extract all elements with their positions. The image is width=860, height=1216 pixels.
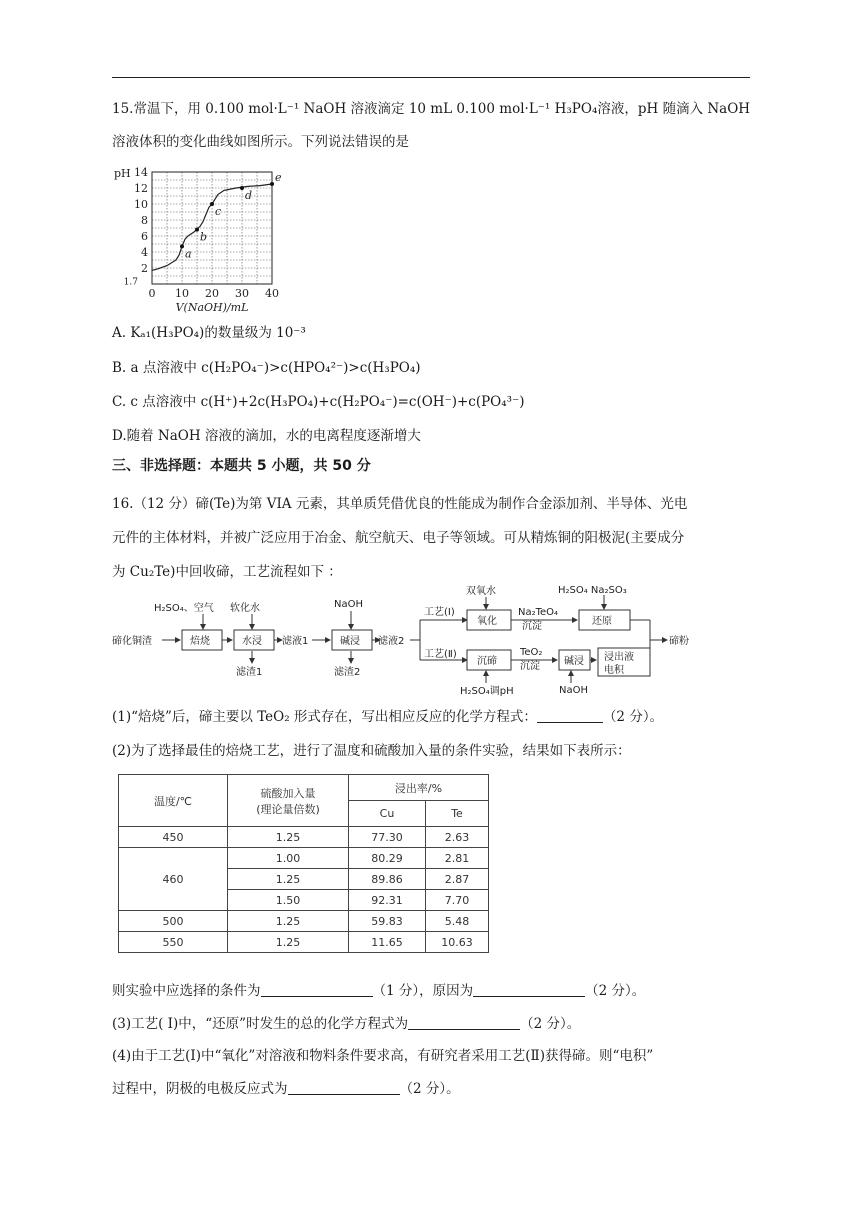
q16-part6-b: （2 分）。 <box>399 1081 460 1097</box>
flow-mid-1: 滤液1 <box>282 636 309 647</box>
flow-mid-2: 滤液2 <box>378 636 405 647</box>
answer-blank-5[interactable] <box>288 1080 400 1095</box>
y-tick-label: 12 <box>134 182 148 195</box>
q16-part1 <box>112 707 663 727</box>
curve-point-label: a <box>185 247 192 261</box>
cell-te: 2.87 <box>426 869 489 890</box>
flow-product-6b: 沉淀 <box>520 661 540 672</box>
curve-point-label: b <box>200 230 208 244</box>
y-tick-label: 4 <box>141 246 148 259</box>
cell-temp: 500 <box>119 911 228 932</box>
table-row <box>119 827 489 848</box>
table-row <box>119 911 489 932</box>
flow-route-1: 工艺(Ⅰ) <box>424 607 455 618</box>
q16-part3-c: （2 分）。 <box>585 983 646 999</box>
curve-point-d <box>240 186 244 190</box>
y-tick-label: 10 <box>134 198 148 211</box>
x-tick-label: 20 <box>205 287 219 300</box>
x-tick-label: 40 <box>265 287 279 300</box>
x-tick-label: 10 <box>175 287 189 300</box>
cell-cu: 77.30 <box>349 827 426 848</box>
x-tick-label: 0 <box>148 287 156 300</box>
y-tick-label: 8 <box>141 214 148 227</box>
flow-input-7: NaOH <box>559 685 588 696</box>
flow-input-3: NaOH <box>334 599 363 610</box>
curve-point-label: d <box>245 189 253 202</box>
flow-box-8b: 电积 <box>604 665 624 676</box>
th-temp: 温度/℃ <box>119 775 228 827</box>
flow-box-6: 沉碲 <box>477 656 497 667</box>
q16-part4-a: (3)工艺( Ⅰ)中，“还原”时发生的总的化学方程式为 <box>112 1016 409 1032</box>
curve-point-a <box>180 244 184 248</box>
cell-te: 10.63 <box>426 932 489 953</box>
q16-part3 <box>112 981 645 1001</box>
q16-part1-text: (1)“焙烧”后，碲主要以 TeO₂ 形式存在，写出相应反应的化学方程式： <box>112 709 537 725</box>
q15-option-d: D.随着 NaOH 溶液的滴加，水的电离程度逐渐增大 <box>112 428 421 444</box>
q16-part5: (4)由于工艺(Ⅰ)中“氧化”对溶液和物料条件要求高，有研究者采用工艺(Ⅱ)获得碲。则“电积” <box>112 1048 654 1064</box>
titration-chart <box>112 162 284 314</box>
cell-acid: 1.25 <box>228 932 349 953</box>
cell-cu: 80.29 <box>349 848 426 869</box>
flow-product-4a: Na₂TeO₄ <box>518 607 559 618</box>
flow-box-1: 焙烧 <box>190 636 210 647</box>
q16-intro-line1: 16.（12 分）碲(Te)为第 VIA 元素，其单质凭借优良的性能成为制作合金添加剂、半导体、光电 <box>112 496 688 512</box>
cell-acid: 1.25 <box>228 869 349 890</box>
q16-part6-a: 过程中，阴极的电极反应式为 <box>112 1081 288 1097</box>
flow-start: 碲化铜渣 <box>112 636 152 647</box>
flow-box-7: 碱浸 <box>564 656 584 667</box>
x-tick-label: 30 <box>235 287 249 300</box>
cell-te: 5.48 <box>426 911 489 932</box>
cell-acid: 1.25 <box>228 827 349 848</box>
q16-part4 <box>112 1014 580 1034</box>
x-axis-label: V(NaOH)/mL <box>175 301 249 314</box>
th-acid-line2: (理论量倍数) <box>256 802 320 816</box>
cell-cu: 92.31 <box>349 890 426 911</box>
curve-point-label: e <box>275 171 282 184</box>
flow-box-3: 碱浸 <box>340 636 360 647</box>
section-heading: 三、非选择题：本题共 5 小题，共 50 分 <box>112 458 371 474</box>
cell-te: 2.81 <box>426 848 489 869</box>
q16-part1-score: （2 分）。 <box>602 709 664 725</box>
cell-cu: 59.83 <box>349 911 426 932</box>
flow-end: 碲粉 <box>669 636 689 647</box>
curve-point-e <box>270 182 274 186</box>
q16-intro-line2: 元件的主体材料，并被广泛应用于冶金、航空航天、电子等领域。可从精炼铜的阳极泥(主要成分 <box>112 530 685 546</box>
flow-box-8a: 浸出液 <box>604 652 634 663</box>
cell-temp: 460 <box>119 848 228 911</box>
q16-part3-a: 则实验中应选择的条件为 <box>112 983 261 999</box>
answer-blank-1[interactable] <box>537 708 603 723</box>
cell-temp: 450 <box>119 827 228 848</box>
y-start-label: 1.7 <box>123 277 138 288</box>
flow-box-2: 水浸 <box>242 636 262 647</box>
q15-option-a: A. Kₐ₁(H₃PO₄)的数量级为 10⁻³ <box>112 325 306 341</box>
q15-option-c: C. c 点溶液中 c(H⁺)+2c(H₃PO₄)+c(H₂PO₄⁻)=c(OH⁻)+c(PO₄³⁻) <box>112 394 525 410</box>
flow-input-6: H₂SO₄调pH <box>460 686 514 697</box>
y-tick-label: 14 <box>134 166 148 179</box>
curve-point-label: c <box>215 205 222 218</box>
table-row <box>119 932 489 953</box>
curve-point-c <box>210 202 214 206</box>
cell-te: 2.63 <box>426 827 489 848</box>
table-row <box>119 848 489 869</box>
answer-blank-2[interactable] <box>261 982 373 997</box>
th-acid <box>228 775 349 827</box>
q16-intro-line3: 为 Cu₂Te)中回收碲，工艺流程如下 ： <box>112 564 342 580</box>
flow-box-5: 还原 <box>592 616 612 627</box>
cell-te: 7.70 <box>426 890 489 911</box>
q15-stem-line1: 15.常温下，用 0.100 mol·L⁻¹ NaOH 溶液滴定 10 mL 0.100 mol·L⁻¹ H₃PO₄溶液，pH 随滴入 NaOH <box>112 101 751 117</box>
flow-input-1: H₂SO₄、空气 <box>154 603 214 614</box>
th-acid-line1: 硫酸加入量 <box>260 786 316 800</box>
q16-part2: (2)为了选择最佳的焙烧工艺，进行了温度和硫酸加入量的条件实验，结果如下表所示： <box>112 743 631 759</box>
cell-temp: 550 <box>119 932 228 953</box>
cell-acid: 1.00 <box>228 848 349 869</box>
y-tick-label: 2 <box>141 262 148 275</box>
flow-input-4: 双氧水 <box>466 586 496 597</box>
q16-part3-b: （1 分），原因为 <box>372 983 474 999</box>
cell-acid: 1.25 <box>228 911 349 932</box>
y-tick-label: 6 <box>141 230 148 243</box>
q15-option-b: B. a 点溶液中 c(H₂PO₄⁻)>c(HPO₄²⁻)>c(H₃PO₄) <box>112 360 421 376</box>
flow-input-2: 软化水 <box>230 603 260 614</box>
answer-blank-4[interactable] <box>408 1015 520 1030</box>
header-rule <box>112 77 750 78</box>
th-rate: 浸出率/% <box>349 775 489 801</box>
flow-output-2: 滤渣1 <box>236 667 263 678</box>
flow-product-6a: TeO₂ <box>520 647 543 658</box>
experiment-table <box>118 774 489 953</box>
q16-part6 <box>112 1079 460 1099</box>
flow-input-5: H₂SO₄ Na₂SO₃ <box>558 585 627 596</box>
flow-product-4b: 沉淀 <box>522 621 542 632</box>
flow-box-4: 氧化 <box>477 616 497 627</box>
th-cu: Cu <box>349 801 426 827</box>
th-te: Te <box>426 801 489 827</box>
curve-point-b <box>195 228 199 232</box>
flow-route-2: 工艺(Ⅱ) <box>424 649 457 660</box>
cell-cu: 11.65 <box>349 932 426 953</box>
answer-blank-3[interactable] <box>473 982 585 997</box>
process-flow-diagram <box>112 585 712 697</box>
cell-acid: 1.50 <box>228 890 349 911</box>
y-axis-label: pH <box>114 167 131 180</box>
q16-part4-b: （2 分）。 <box>520 1016 581 1032</box>
flow-output-3: 滤渣2 <box>334 667 361 678</box>
q15-stem-line2: 溶液体积的变化曲线如图所示。下列说法错误的是 <box>112 134 409 150</box>
cell-cu: 89.86 <box>349 869 426 890</box>
